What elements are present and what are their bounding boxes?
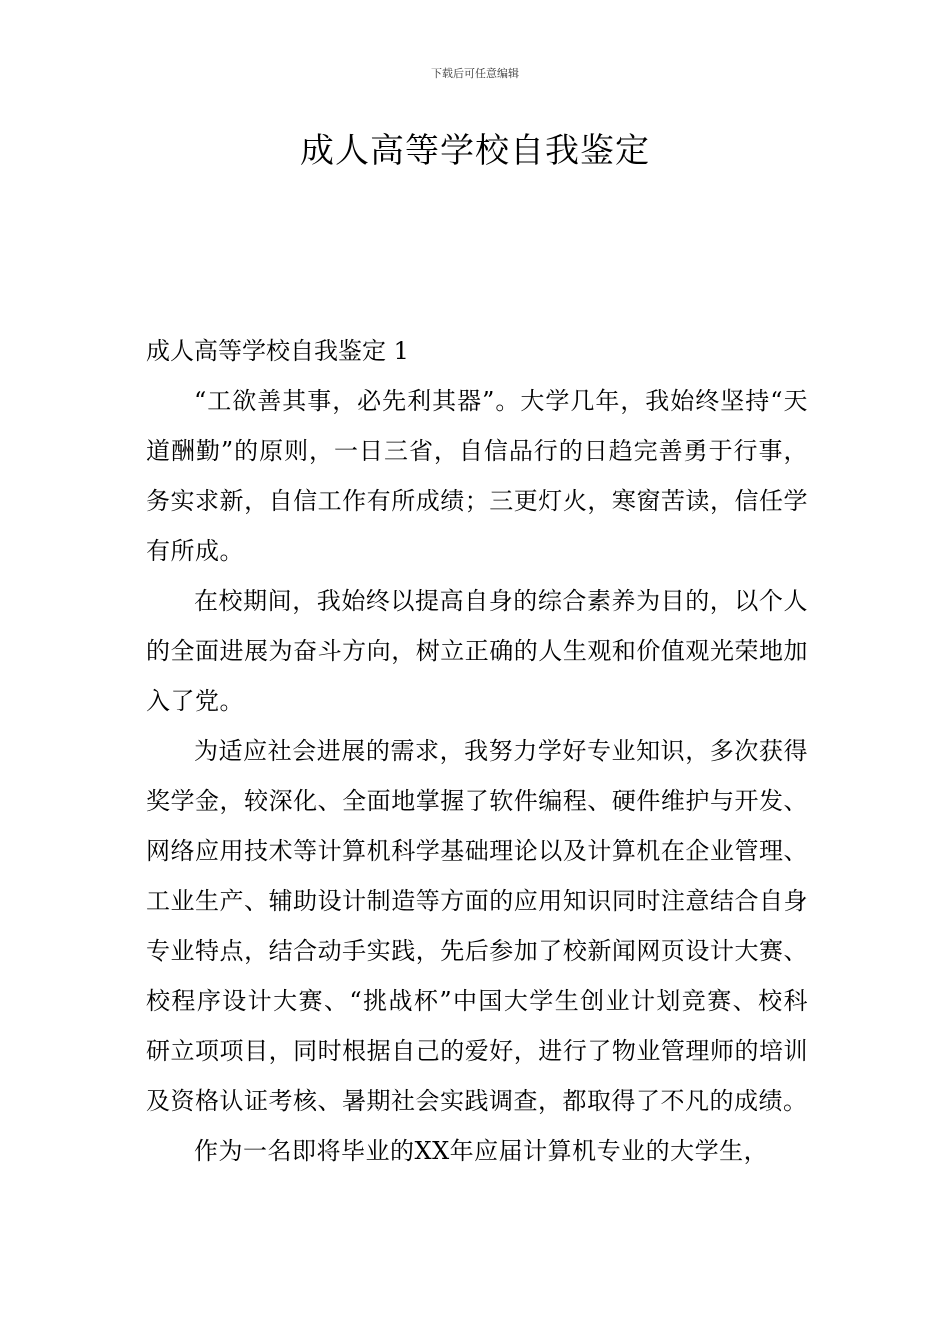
document-body: [146, 326, 808, 1176]
paragraph: 为适应社会进展的需求，我努力学好专业知识，多次获得奖学金，较深化、全面地掌握了软件编程、硬件维护与开发、网络应用技术等计算机科学基础理论以及计算机在企业管理、工业生产、辅助设计制造等方面的应用知识同时注意结合自身专业特点，结合动手实践，先后参加了校新闻网页设计大赛、校程序设计大赛、“挑战杯”中国大学生创业计划竞赛、校科研立项项目，同时根据自己的爱好，进行了物业管理师的培训及资格认证考核、暑期社会实践调查，都取得了不凡的成绩。: [146, 737, 808, 1115]
paragraph: 在校期间，我始终以提高自身的综合素养为目的，以个人的全面进展为奋斗方向，树立正确的人生观和价值观光荣地加入了党。: [146, 587, 808, 715]
section-heading: 成人高等学校自我鉴定 1: [146, 337, 409, 365]
paragraph: “工欲善其事，必先利其器”。大学几年，我始终坚持“天道酬勤”的原则，一日三省，自信品行的日趋完善勇于行事，务实求新，自信工作有所成绩；三更灯火，寒窗苦读，信任学有所成。: [146, 387, 808, 565]
document-title: 成人高等学校自我鉴定: [300, 131, 650, 171]
paragraph: 作为一名即将毕业的XX年应届计算机专业的大学生，: [194, 1137, 769, 1165]
header-note: 下载后可任意编辑: [431, 67, 519, 80]
